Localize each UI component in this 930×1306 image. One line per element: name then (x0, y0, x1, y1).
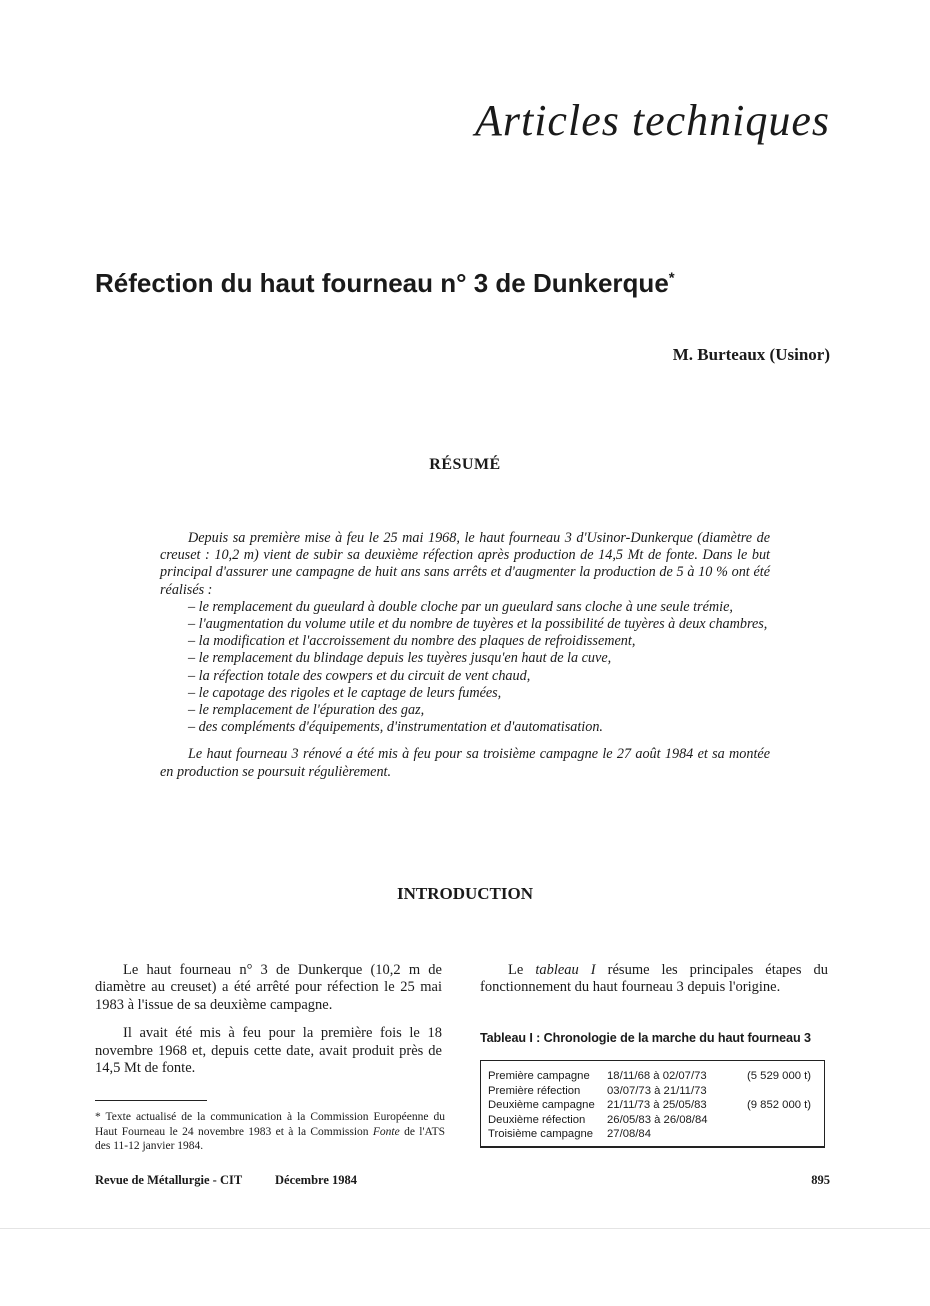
footnote-divider (95, 1100, 207, 1101)
abstract-list-item: – le remplacement du blindage depuis les tuyères jusqu'en haut de la cuve, (188, 650, 612, 667)
table-cell-production: (5 529 000 t) (747, 1070, 812, 1082)
table-reference: tableau I (535, 962, 596, 978)
footnote (95, 1110, 445, 1154)
page-number: 895 (811, 1173, 830, 1187)
abstract-list (160, 599, 770, 737)
abstract-list-item: – l'augmentation du volume utile et du nombre de tuyères et la possibilité de tuyères à deux chambres, (188, 616, 768, 633)
footnote-emphasis: Fonte (372, 1125, 400, 1138)
intro-paragraph: Le haut fourneau n° 3 de Dunkerque (10,2 m de diamètre au creuset) a été arrêté pour réfection le 25 mai 1983 à l'issue de sa deuxième campagne. (95, 962, 442, 1013)
footnote-text: * Texte actualisé de la communication à la Commission Européenne du Haut Fourneau le 24 novembre 1983 et à la Commission (95, 1111, 445, 1138)
table-cell-dates: 03/07/73 à 21/11/73 (607, 1084, 707, 1097)
table-cell-phase: Deuxième réfection (488, 1113, 586, 1126)
article-title-text: Réfection du haut fourneau n° 3 de Dunkerque (95, 268, 669, 298)
table-cell-dates: 21/11/73 à 25/05/83 (607, 1099, 707, 1111)
table-cell-dates: 27/08/84 (607, 1128, 651, 1140)
footnote-text: de l'ATS des 11-12 janvier 1984. (95, 1125, 445, 1152)
table-cell-phase: Deuxième campagne (488, 1099, 595, 1111)
abstract-list-item: – le capotage des rigoles et le captage de leurs fumées, (188, 684, 502, 701)
paragraph-text: Le (508, 962, 536, 978)
page-edge-line (0, 1228, 930, 1229)
abstract-list-item: – la modification et l'accroissement du nombre des plaques de refroidissement, (188, 633, 636, 650)
intro-paragraph: Il avait été mis à feu pour la première fois le 18 novembre 1968 et, depuis cette date, avait produit près de 14,5 Mt de fonte. (95, 1025, 442, 1077)
issue-date: Décembre 1984 (275, 1173, 358, 1187)
abstract-conclusion: Le haut fourneau 3 rénové a été mis à feu pour sa troisième campagne le 27 août 1984 et sa montée en production se poursuit régulièrement. (160, 746, 770, 780)
paragraph-text: résume les principales étapes du fonctionnement du haut fourneau 3 depuis l'origine. (480, 962, 829, 996)
table-cell-phase: Première campagne (488, 1070, 590, 1082)
table-reference-paragraph (480, 962, 828, 997)
left-column (95, 962, 442, 1088)
table-cell-dates: 18/11/68 à 02/07/73 (607, 1070, 707, 1082)
journal-name: Revue de Métallurgie - CIT (95, 1173, 243, 1187)
abstract-list-item: – la réfection totale des cowpers et du circuit de vent chaud, (188, 667, 531, 684)
table-cell-phase: Troisième campagne (488, 1128, 594, 1140)
abstract-list-item: – le remplacement du gueulard à double cloche par un gueulard sans cloche à une seule trémie, (188, 598, 733, 615)
introduction-heading: INTRODUCTION (396, 884, 534, 903)
table-cell-dates: 26/05/83 à 26/08/84 (607, 1113, 708, 1126)
table-cell-phase: Première réfection (488, 1084, 581, 1097)
abstract-intro: Depuis sa première mise à feu le 25 mai 1968, le haut fourneau 3 d'Usinor-Dunkerque (diamètre de creuset : 10,2 m) vient de subir sa deuxième réfection après production de 14,5 Mt de fonte. Dans le but principal d'assurer une campagne de huit ans sans arrêts et d'augmenter la production de 5 à 10 % ont été réalisés : (160, 530, 770, 598)
section-header: Articles techniques (474, 96, 830, 145)
resume-heading: RÉSUMÉ (429, 456, 501, 473)
abstract-list-item: – des compléments d'équipements, d'instrumentation et d'automatisation. (188, 719, 603, 736)
title-footnote-mark: * (668, 269, 675, 287)
article-title (95, 268, 675, 299)
table-caption: Tableau I : Chronologie de la marche du haut fourneau 3 (480, 1031, 811, 1045)
abstract (160, 530, 770, 781)
abstract-list-item: – le remplacement de l'épuration des gaz, (188, 702, 425, 719)
table-cell-production: (9 852 000 t) (747, 1099, 812, 1111)
right-column (480, 962, 828, 997)
author-line: M. Burteaux (Usinor) (672, 345, 830, 364)
